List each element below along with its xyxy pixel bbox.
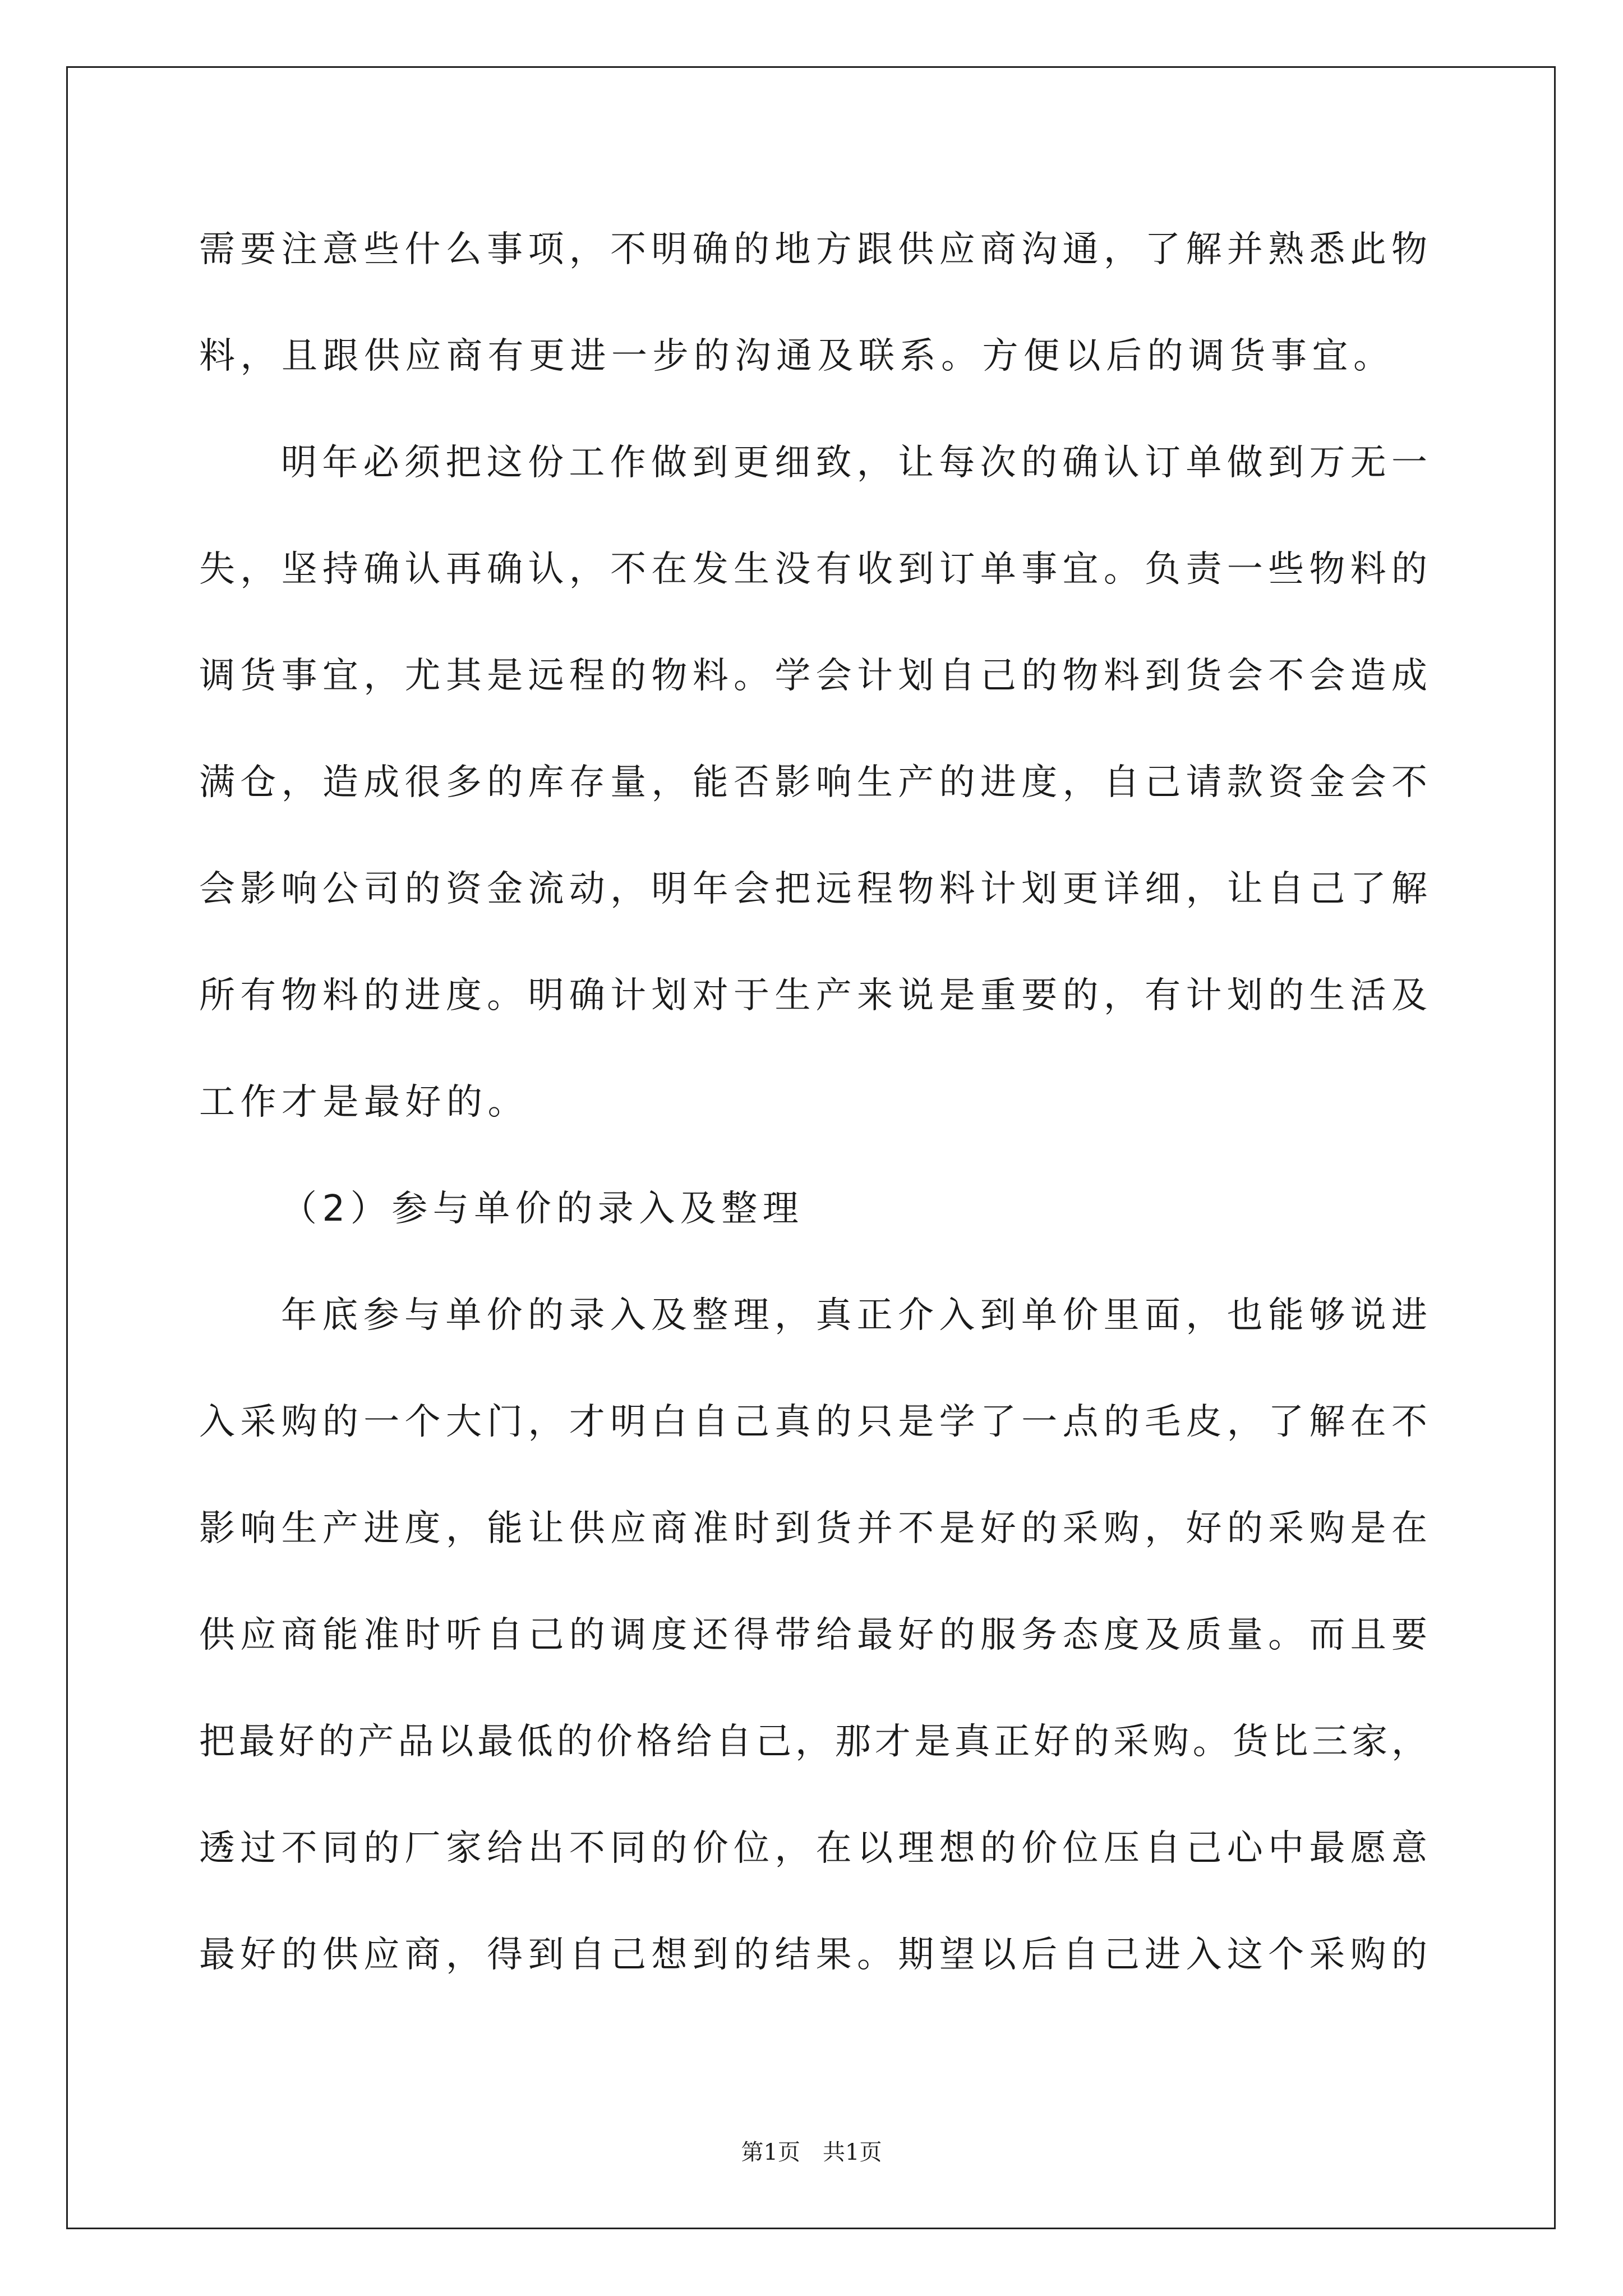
text-line: 满仓，造成很多的库存量，能否影响生产的进度，自己请款资金会不 <box>199 762 1427 803</box>
text-line: 需要注意些什么事项，不明确的地方跟供应商沟通，了解并熟悉此物 <box>199 229 1427 270</box>
text-line: 失，坚持确认再确认，不在发生没有收到订单事宜。负责一些物料的 <box>199 549 1427 590</box>
text-line: 供应商能准时听自己的调度还得带给最好的服务态度及质量。而且要 <box>199 1614 1427 1656</box>
text-line: 最好的供应商，得到自己想到的结果。期望以后自己进入这个采购的 <box>199 1934 1427 1976</box>
text-line: 把最好的产品以最低的价格给自己，那才是真正好的采购。货比三家， <box>199 1721 1427 1763</box>
text-line: 调货事宜，尤其是远程的物料。学会计划自己的物料到货会不会造成 <box>199 655 1427 697</box>
text-line: 料，且跟供应商有更进一步的沟通及联系。方便以后的调货事宜。 <box>199 335 1395 377</box>
section-heading: （2）参与单价的录入及整理 <box>281 1188 804 1230</box>
text-line: 会影响公司的资金流动，明年会把远程物料计划更详细，让自己了解 <box>199 868 1427 910</box>
paragraph-first-line: 明年必须把这份工作做到更细致，让每次的确认订单做到万无一 <box>281 442 1427 484</box>
page-total: 共1页 <box>823 2139 882 2165</box>
paragraph-first-line: 年底参与单价的录入及整理，真正介入到单价里面，也能够说进 <box>281 1295 1427 1336</box>
page-number: 第1页 <box>741 2139 800 2165</box>
text-line: 透过不同的厂家给出不同的价位，在以理想的价位压自己心中最愿意 <box>199 1828 1427 1869</box>
text-line: 所有物料的进度。明确计划对于生产来说是重要的，有计划的生活及 <box>199 975 1427 1016</box>
document-body <box>199 216 1427 2028</box>
text-line: 工作才是最好的。 <box>199 1082 529 1123</box>
text-line: 影响生产进度，能让供应商准时到货并不是好的采购，好的采购是在 <box>199 1508 1427 1549</box>
text-line: 入采购的一个大门，才明白自己真的只是学了一点的毛皮，了解在不 <box>199 1401 1427 1443</box>
page-footer <box>0 2134 1623 2166</box>
